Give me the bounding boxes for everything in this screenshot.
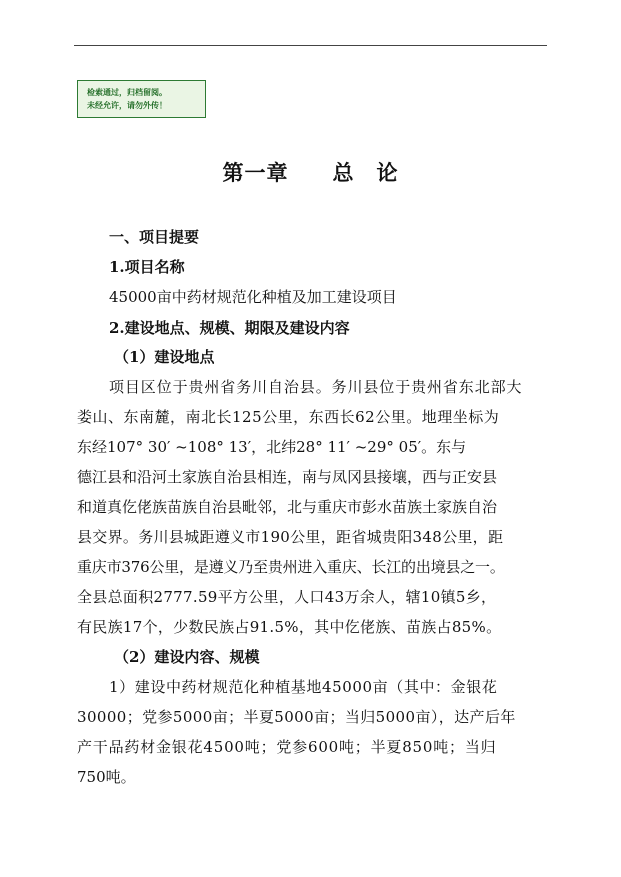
archive-stamp — [77, 80, 206, 118]
paragraph-line: 和道真仡佬族苗族自治县毗邻，北与重庆市彭水苗族土家族自治 — [77, 498, 498, 516]
chapter-title: 第一章 总 论 — [222, 160, 399, 185]
paragraph-line: 重庆市376公里，是遵义乃至贵州进入重庆、长江的出境县之一。 — [77, 558, 505, 576]
subsection-heading: 2.建设地点、规模、期限及建设内容 — [109, 319, 350, 337]
subsection-heading: 1.项目名称 — [109, 258, 185, 276]
subsection-heading: （2）建设内容、规模 — [114, 648, 260, 666]
paragraph-line: 德江县和沿河土家族自治县相连，南与凤冈县接壤，西与正安县 — [77, 468, 498, 486]
paragraph-line: 1）建设中药材规范化种植基地45000亩（其中：金银花 — [109, 678, 498, 696]
paragraph-line: 项目区位于贵州省务川自治县。务川县位于贵州省东北部大 — [109, 378, 523, 396]
paragraph-line: 全县总面积2777.59平方公里，人口43万余人，辖10镇5乡， — [77, 588, 497, 606]
paragraph-line: 有民族17个，少数民族占91.5%，其中仡佬族、苗族占85%。 — [77, 618, 502, 636]
header-rule — [74, 45, 547, 46]
paragraph-line: 娄山、东南麓，南北长125公里，东西长62公里。地理坐标为 — [77, 408, 500, 426]
paragraph-line: 县交界。务川县城距遵义市190公里，距省城贵阳348公里，距 — [77, 528, 504, 546]
project-name: 45000亩中药材规范化种植及加工建设项目 — [109, 288, 397, 306]
section-heading: 一、项目提要 — [109, 228, 200, 246]
paragraph-line: 东经107° 30′ ~108° 13′，北纬28° 11′ ~29° 05′。东与 — [77, 438, 467, 456]
paragraph-line: 750吨。 — [77, 768, 136, 786]
subsection-heading: （1）建设地点 — [114, 348, 215, 366]
stamp-line: 未经允许，请勿外传！ — [87, 100, 167, 110]
paragraph-line: 产干品药材金银花4500吨；党参600吨；半夏850吨；当归 — [77, 738, 497, 756]
stamp-line: 检索通过，归档留阅。 — [87, 87, 167, 97]
paragraph-line: 30000；党参5000亩；半夏5000亩；当归5000亩），达产后年 — [77, 708, 516, 726]
